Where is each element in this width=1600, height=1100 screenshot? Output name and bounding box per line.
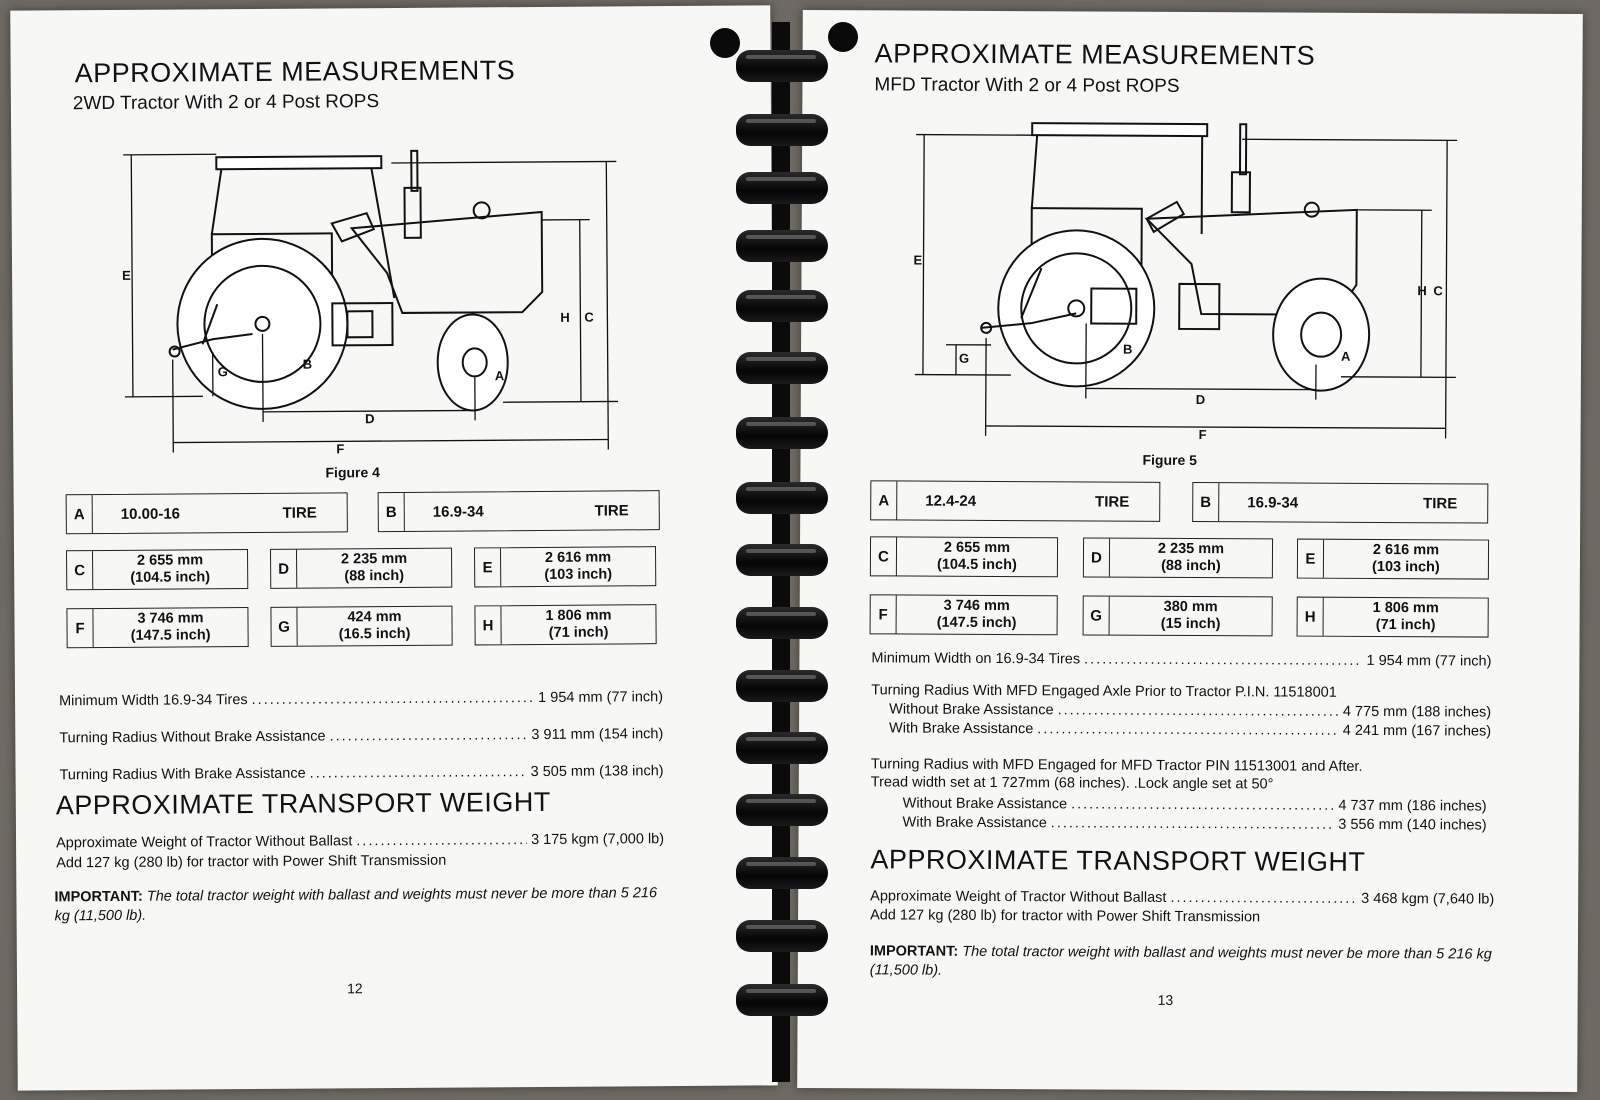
dim-label-b: B — [302, 356, 313, 372]
tractor-2wd-drawing — [101, 131, 623, 460]
tire-box-b — [1192, 482, 1488, 524]
binding-ring — [736, 732, 828, 764]
dim-label-f: F — [1198, 427, 1207, 443]
box-letter: A — [67, 495, 93, 533]
dim-box-h — [474, 604, 656, 645]
dim-box-d — [270, 548, 452, 589]
binding-ring — [736, 230, 828, 262]
punch-hole — [828, 22, 858, 52]
box-letter: C — [67, 551, 93, 589]
spec-value: 3 911 mm (154 inch) — [531, 726, 664, 744]
dim-label-h: H — [1417, 283, 1427, 299]
dim-mm: 380 mm — [1163, 598, 1218, 616]
box-letter: G — [1084, 596, 1110, 634]
dim-box-f — [870, 594, 1058, 635]
tire-word: TIRE — [594, 501, 629, 520]
box-letter: E — [1298, 540, 1324, 578]
binding-ring — [736, 50, 828, 82]
dim-label-f: F — [336, 441, 345, 457]
box-letter: D — [271, 550, 297, 588]
tire-size: 10.00-16 — [120, 504, 181, 523]
important-note — [54, 884, 674, 926]
dim-inch: (88 inch) — [344, 567, 405, 585]
dim-inch: (15 inch) — [1160, 615, 1221, 633]
spec-label: Turning Radius Without Brake Assistance — [59, 728, 326, 747]
dim-label-d: D — [1195, 392, 1206, 408]
dim-label-a: A — [1340, 348, 1351, 364]
dim-inch: (104.5 inch) — [936, 556, 1017, 574]
spec-min-width — [871, 650, 1491, 669]
dim-mm: 1 806 mm — [545, 607, 612, 624]
spec-value: 4 775 mm (188 inches) — [1342, 703, 1492, 721]
tire-box-a — [66, 492, 348, 534]
page-number: 12 — [347, 980, 363, 997]
important-label: IMPORTANT: — [54, 888, 143, 906]
spec-value: 3 505 mm (138 inch) — [530, 763, 664, 781]
binding-ring — [736, 920, 828, 952]
spec-label: With Brake Assistance — [889, 720, 1034, 738]
dim-mm: 3 746 mm — [943, 597, 1010, 615]
right-page — [797, 10, 1583, 1092]
page-subtitle: 2WD Tractor With 2 or 4 Post ROPS — [72, 91, 380, 115]
binding-ring — [736, 544, 828, 576]
dim-box-c — [870, 536, 1058, 577]
box-letter: A — [871, 481, 897, 519]
punch-hole — [710, 28, 740, 58]
spec-value: 4 737 mm (186 inches) — [1338, 797, 1487, 815]
box-letter: C — [871, 537, 897, 575]
dim-label-a: A — [494, 368, 505, 384]
binding-ring — [736, 352, 828, 384]
binding-ring — [736, 670, 828, 702]
spec-value: 4 241 mm (167 inches) — [1342, 722, 1492, 740]
important-label: IMPORTANT: — [869, 943, 959, 960]
turning-title-1: Turning Radius With MFD Engaged Axle Prior to Tractor P.I.N. 11518001 — [871, 682, 1337, 701]
important-text: The total tractor weight with ballast and weights must never be more than 5 216 kg (11,500 lb). — [869, 943, 1492, 979]
figure-caption: Figure 5 — [1142, 451, 1197, 469]
spec-turning1-without-brake — [889, 701, 1491, 720]
spec-label: Minimum Width on 16.9-34 Tires — [871, 650, 1081, 668]
dim-inch: (104.5 inch) — [130, 569, 211, 586]
weight-note: Add 127 kg (280 lb) for tractor with Power Shift Transmission — [870, 907, 1261, 926]
tire-size: 16.9-34 — [1247, 493, 1299, 512]
binding-ring — [736, 114, 828, 146]
box-letter: D — [1084, 538, 1110, 576]
dim-box-g — [1083, 595, 1273, 636]
dim-inch: (147.5 inch) — [936, 614, 1017, 632]
dim-mm: 2 655 mm — [943, 539, 1011, 557]
weight-line — [56, 831, 664, 851]
weight-line — [870, 888, 1494, 907]
binding-ring — [736, 857, 828, 889]
turning-title-2: Turning Radius with MFD Engaged for MFD Tractor PIN 11513001 and After. — [870, 756, 1363, 775]
binding-ring — [736, 290, 828, 322]
box-letter: G — [271, 608, 297, 646]
weight-heading: APPROXIMATE TRANSPORT WEIGHT — [55, 786, 551, 821]
tractor-diagram-2wd — [101, 131, 623, 460]
dim-mm: 2 235 mm — [1157, 540, 1225, 558]
spec-label: Minimum Width 16.9-34 Tires — [59, 692, 248, 710]
spec-label: Approximate Weight of Tractor Without Ballast — [870, 888, 1167, 906]
spec-label: Approximate Weight of Tractor Without Ballast — [55, 833, 353, 852]
important-text: The total tractor weight with ballast and weights must never be more than 5 216 kg (11,500 lb). — [54, 885, 658, 925]
spec-value: 3 468 kgm (7,640 lb) — [1361, 890, 1495, 908]
dim-inch: (71 inch) — [1375, 616, 1436, 634]
tire-word: TIRE — [1095, 493, 1130, 511]
spec-label: Turning Radius With Brake Assistance — [59, 765, 306, 784]
dim-label-e: E — [913, 252, 923, 268]
dim-inch: (16.5 inch) — [338, 625, 411, 643]
weight-heading: APPROXIMATE TRANSPORT WEIGHT — [870, 844, 1366, 877]
dim-box-d — [1083, 537, 1273, 578]
tractor-diagram-mfd — [901, 112, 1463, 450]
tractor-mfd-drawing — [901, 112, 1463, 450]
box-letter: H — [1298, 598, 1324, 636]
dim-mm: 424 mm — [347, 608, 402, 626]
spec-turning2-without-brake — [903, 795, 1487, 814]
dim-label-e: E — [122, 267, 131, 283]
dim-inch: (71 inch) — [548, 624, 609, 641]
dim-label-d: D — [365, 411, 375, 427]
dim-label-g: G — [217, 364, 228, 380]
spec-label: With Brake Assistance — [902, 814, 1047, 832]
spec-turning2-with-brake — [903, 814, 1487, 833]
box-letter: B — [379, 493, 405, 531]
spec-value: 3 556 mm (140 inches) — [1338, 816, 1487, 834]
tire-box-b — [378, 490, 660, 532]
dim-label-c: C — [1433, 283, 1443, 299]
dim-box-c — [66, 549, 248, 590]
binding-ring — [736, 417, 828, 449]
dim-label-g: G — [958, 350, 970, 366]
spec-label: Without Brake Assistance — [902, 795, 1068, 813]
dim-label-b: B — [1123, 341, 1133, 357]
binding-ring — [736, 482, 828, 514]
page-title: APPROXIMATE MEASUREMENTS — [874, 38, 1316, 71]
dim-inch: (88 inch) — [1161, 557, 1221, 575]
dim-mm: 2 616 mm — [1372, 541, 1440, 559]
binding-ring — [736, 607, 828, 639]
spec-value: 3 175 kgm (7,000 lb) — [530, 831, 665, 849]
dim-inch: (103 inch) — [1372, 558, 1440, 576]
spec-value: 1 954 mm (77 inch) — [538, 689, 664, 706]
turning-note-2: Tread width set at 1 727mm (68 inches). .Lock angle set at 50° — [870, 774, 1274, 793]
left-page — [10, 5, 778, 1090]
dim-box-g — [270, 606, 452, 647]
tire-word: TIRE — [1423, 494, 1458, 512]
spec-turning-without-brake — [59, 726, 663, 746]
spec-min-width — [59, 689, 663, 709]
binding-ring — [736, 172, 828, 204]
dim-label-h: H — [560, 309, 570, 325]
page-title: APPROXIMATE MEASUREMENTS — [74, 55, 516, 89]
weight-note: Add 127 kg (280 lb) for tractor with Power Shift Transmission — [56, 852, 447, 872]
spec-turning1-with-brake — [889, 720, 1491, 739]
dim-box-e — [474, 546, 656, 587]
tire-box-a — [870, 480, 1160, 522]
box-letter: B — [1193, 483, 1219, 521]
dim-mm: 2 616 mm — [544, 549, 612, 566]
dim-mm: 1 806 mm — [1372, 599, 1439, 617]
important-note — [870, 942, 1510, 983]
dim-box-h — [1297, 597, 1489, 638]
spec-label: Without Brake Assistance — [889, 701, 1054, 719]
dim-box-f — [66, 607, 248, 648]
spiral-binding — [724, 22, 844, 1082]
tire-size: 12.4-24 — [925, 492, 977, 510]
box-letter: F — [871, 595, 897, 633]
dim-mm: 3 746 mm — [137, 610, 204, 627]
dim-label-c: C — [584, 309, 594, 325]
box-letter: H — [475, 606, 501, 644]
binding-ring — [736, 794, 828, 826]
page-subtitle: MFD Tractor With 2 or 4 Post ROPS — [874, 74, 1180, 97]
box-letter: E — [475, 548, 501, 586]
tire-size: 16.9-34 — [432, 502, 484, 521]
dim-box-e — [1297, 539, 1489, 580]
box-letter: F — [67, 609, 93, 647]
page-number: 13 — [1157, 991, 1174, 1008]
dim-mm: 2 235 mm — [340, 550, 408, 568]
figure-caption: Figure 4 — [325, 464, 380, 481]
spec-turning-with-brake — [60, 763, 664, 783]
dim-inch: (103 inch) — [544, 566, 613, 583]
tire-word: TIRE — [282, 504, 317, 522]
dim-inch: (147.5 inch) — [130, 627, 211, 644]
binding-ring — [736, 984, 828, 1016]
dim-mm: 2 655 mm — [136, 552, 204, 569]
spec-value: 1 954 mm (77 inch) — [1366, 652, 1492, 670]
